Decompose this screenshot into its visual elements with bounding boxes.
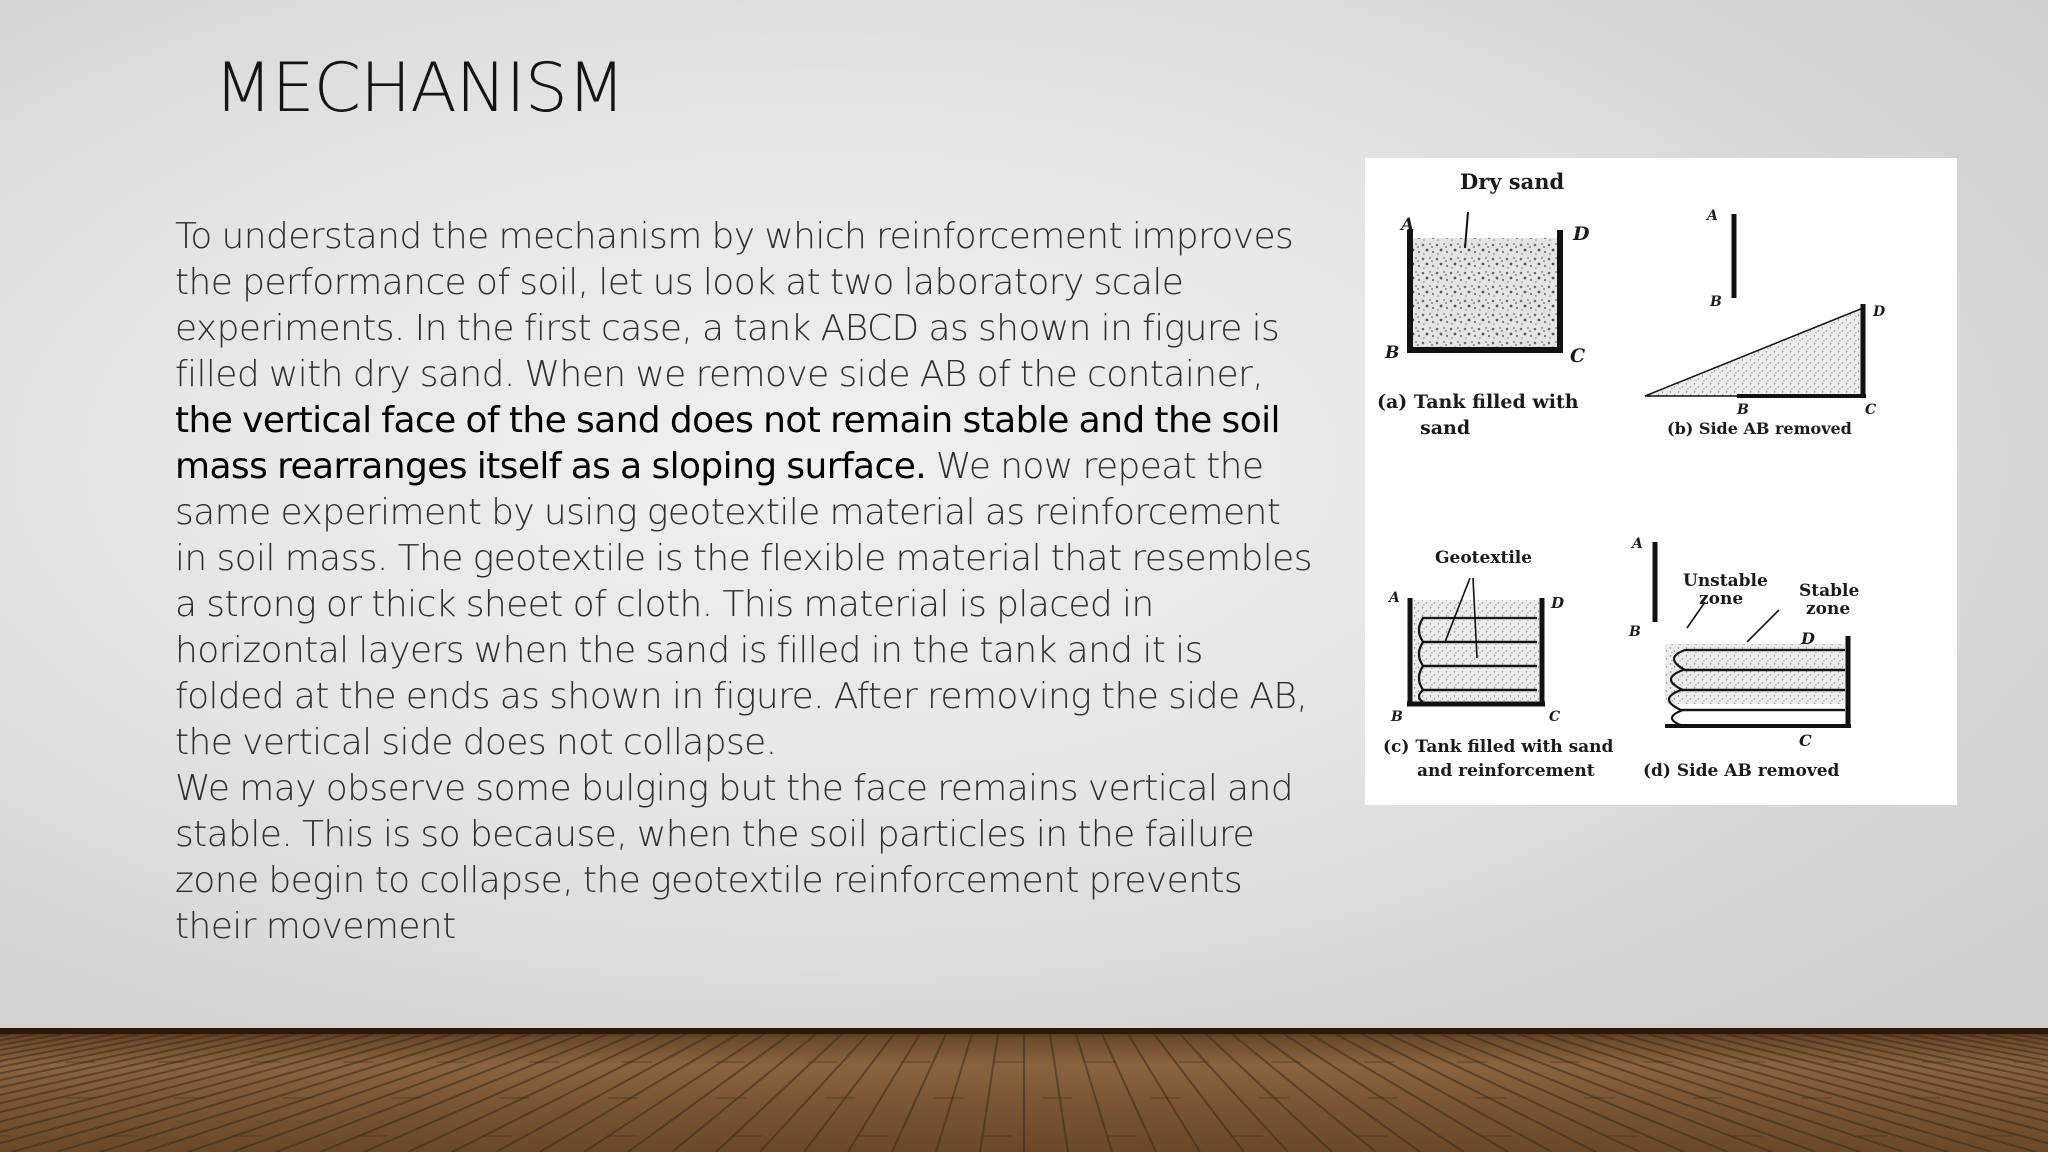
panel-c-reinforced-tank — [1383, 548, 1614, 781]
body-paragraph-1 — [175, 214, 1315, 766]
body-text-part-1: To understand the mechanism by which reinforcement improves the performance of soil, let us look at two laboratory scale experiments. In the first case, a tank ABCD as shown in figure is filled with dry sand. When we remove side AB of the container, — [175, 216, 1294, 395]
plank-seam — [1128, 1034, 1200, 1152]
caption-b: (b) Side AB removed — [1667, 419, 1852, 438]
plank-seam — [1180, 1034, 1288, 1152]
floor-planks — [0, 1028, 2048, 1152]
plank-seam — [1050, 1034, 1068, 1152]
wood-floor — [0, 1028, 2048, 1152]
plank-seam — [716, 1034, 842, 1152]
plank-seam — [892, 1034, 946, 1152]
svg-text:A: A — [1401, 215, 1415, 235]
body-text-emphasis: the vertical face of the sand does not remain stable and the soil mass rearranges itself as a sloping surface. — [175, 400, 1280, 487]
plank-seam — [1934, 1034, 2048, 1152]
plank-seam — [1518, 1034, 1860, 1152]
label-geotextile: Geotextile — [1435, 548, 1533, 568]
body-paragraph-2: We may observe some bulging but the face remains vertical and stable. This is so because, when the soil particles in the failure zone begin to collapse, the geotextile reinforcement prevents their movement — [175, 768, 1293, 947]
plank-seam — [1154, 1034, 1244, 1152]
figure-diagram — [1365, 158, 1957, 805]
plank-seam — [1076, 1034, 1112, 1152]
panel-d-reinforced-removed — [1628, 536, 1859, 781]
svg-text:C: C — [1799, 731, 1812, 750]
dry-sand-fill — [1410, 238, 1558, 348]
plank-seam — [0, 1034, 114, 1152]
label-dry-sand: Dry sand — [1460, 169, 1565, 194]
body-text — [175, 214, 1315, 950]
plank-seam — [1570, 1034, 1948, 1152]
label-unstable-line2: zone — [1699, 589, 1744, 609]
plank-seam — [848, 1034, 920, 1152]
body-text-part-2: We now repeat the same experiment by using geotextile material as reinforcement in soil mass. The geotextile is the flexible material that resembles a strong or thick sheet of cloth. This material is placed in horizontal layers when the sand is filled in the tank and it is folded at the ends as shown in figure. After removing the side AB, the vertical side does not collapse. — [175, 446, 1312, 763]
plank-seam — [100, 1034, 478, 1152]
caption-c-line2: and reinforcement — [1417, 761, 1595, 781]
plank-seam — [760, 1034, 868, 1152]
svg-text:B: B — [1710, 294, 1722, 310]
svg-text:B: B — [1385, 343, 1400, 363]
svg-text:D: D — [1801, 629, 1815, 648]
plank-seam — [980, 1034, 998, 1152]
label-unstable-line1: Unstable — [1683, 571, 1768, 591]
svg-text:C: C — [1549, 709, 1561, 725]
plank-seam — [936, 1034, 972, 1152]
svg-text:A: A — [1707, 208, 1718, 224]
plank-seam — [584, 1034, 764, 1152]
svg-text:C: C — [1865, 402, 1877, 418]
label-stable-line1: Stable — [1799, 581, 1860, 601]
svg-text:D: D — [1573, 223, 1590, 245]
panel-a-tank — [1377, 169, 1590, 439]
svg-text:B: B — [1629, 624, 1641, 640]
svg-text:B: B — [1391, 709, 1403, 725]
svg-text:B: B — [1737, 402, 1749, 418]
plank-seam — [1206, 1034, 1332, 1152]
plank-seam — [1232, 1034, 1376, 1152]
floor-edge — [0, 1028, 2048, 1034]
panel-b-slope — [1645, 208, 1886, 438]
plank-seam — [496, 1034, 712, 1152]
plank-seam — [1284, 1034, 1464, 1152]
plank-seam — [1336, 1034, 1552, 1152]
plank-seam — [804, 1034, 894, 1152]
svg-text:A: A — [1389, 590, 1400, 606]
svg-text:A: A — [1632, 536, 1643, 552]
svg-text:D: D — [1873, 304, 1886, 320]
plank-seam — [1804, 1034, 2048, 1152]
plank-seam — [1414, 1034, 1684, 1152]
label-stable-line2: zone — [1806, 599, 1851, 619]
reinforcement-figure — [1365, 158, 1957, 805]
caption-c-line1: (c) Tank filled with sand — [1383, 737, 1614, 757]
plank-seam — [1102, 1034, 1156, 1152]
svg-text:C: C — [1570, 345, 1586, 367]
caption-a-line1: (a) Tank filled with — [1377, 391, 1579, 413]
sand-slope — [1645, 308, 1863, 396]
caption-d: (d) Side AB removed — [1643, 761, 1840, 781]
plank-seam — [188, 1034, 530, 1152]
caption-a-line2: sand — [1420, 417, 1471, 439]
slide-title: MECHANISM — [214, 49, 625, 128]
plank-seam — [364, 1034, 634, 1152]
plank-seam — [672, 1034, 816, 1152]
plank-seam — [0, 1034, 244, 1152]
svg-text:D: D — [1551, 594, 1565, 612]
